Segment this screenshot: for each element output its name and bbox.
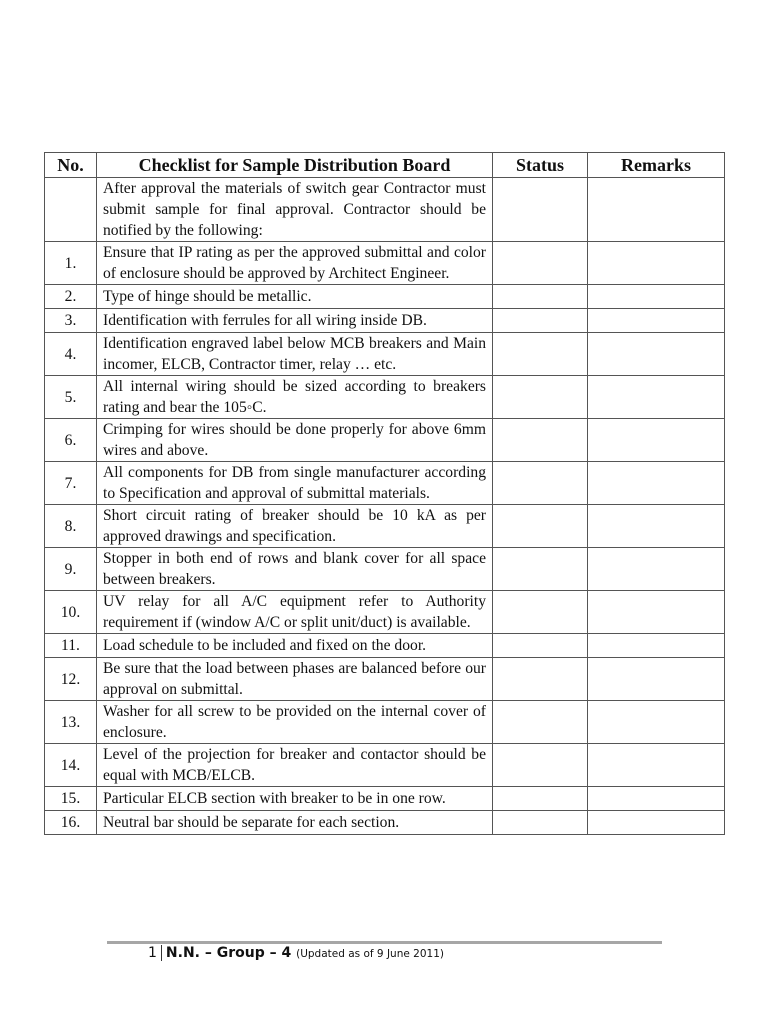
header-status: Status <box>493 153 588 178</box>
remarks-cell <box>588 744 725 787</box>
remarks-cell <box>588 591 725 634</box>
row-number: 12. <box>45 658 97 701</box>
page-number: 1 <box>148 945 162 961</box>
footer-rule <box>107 941 662 944</box>
footer-group <box>162 945 444 961</box>
checklist-item: Crimping for wires should be done properly for above 6mm wires and above. <box>97 419 493 462</box>
checklist-item: All components for DB from single manufacturer according to Specification and approval of submittal materials. <box>97 462 493 505</box>
table-row <box>45 591 725 634</box>
checklist-item: Short circuit rating of breaker should be 10 kA as per approved drawings and specification. <box>97 505 493 548</box>
table-row <box>45 462 725 505</box>
checklist-item: Be sure that the load between phases are balanced before our approval on submittal. <box>97 658 493 701</box>
status-cell <box>493 548 588 591</box>
status-cell <box>493 505 588 548</box>
remarks-cell <box>588 787 725 811</box>
row-number: 14. <box>45 744 97 787</box>
remarks-cell <box>588 333 725 376</box>
row-number: 5. <box>45 376 97 419</box>
remarks-cell <box>588 548 725 591</box>
row-number: 15. <box>45 787 97 811</box>
checklist-item: Particular ELCB section with breaker to be in one row. <box>97 787 493 811</box>
checklist-item: UV relay for all A/C equipment refer to Authority requirement if (window A/C or split unit/duct) is available. <box>97 591 493 634</box>
row-number: 2. <box>45 285 97 309</box>
row-number <box>45 178 97 242</box>
table-row <box>45 548 725 591</box>
status-cell <box>493 419 588 462</box>
remarks-cell <box>588 178 725 242</box>
status-cell <box>493 309 588 333</box>
row-number: 16. <box>45 811 97 835</box>
checklist-item: Washer for all screw to be provided on the internal cover of enclosure. <box>97 701 493 744</box>
status-cell <box>493 744 588 787</box>
checklist-item: Identification engraved label below MCB breakers and Main incomer, ELCB, Contractor timer, relay … etc. <box>97 333 493 376</box>
table-row <box>45 811 725 835</box>
header-remarks: Remarks <box>588 153 725 178</box>
remarks-cell <box>588 462 725 505</box>
remarks-cell <box>588 658 725 701</box>
table-row <box>45 658 725 701</box>
checklist-item: Level of the projection for breaker and contactor should be equal with MCB/ELCB. <box>97 744 493 787</box>
row-number: 6. <box>45 419 97 462</box>
status-cell <box>493 701 588 744</box>
table-row <box>45 178 725 242</box>
header-no: No. <box>45 153 97 178</box>
row-number: 11. <box>45 634 97 658</box>
status-cell <box>493 462 588 505</box>
table-row <box>45 505 725 548</box>
status-cell <box>493 376 588 419</box>
table-row <box>45 376 725 419</box>
row-number: 3. <box>45 309 97 333</box>
status-cell <box>493 787 588 811</box>
remarks-cell <box>588 376 725 419</box>
table-row <box>45 242 725 285</box>
checklist-item: Type of hinge should be metallic. <box>97 285 493 309</box>
status-cell <box>493 333 588 376</box>
table-row <box>45 309 725 333</box>
table-row <box>45 333 725 376</box>
remarks-cell <box>588 701 725 744</box>
remarks-cell <box>588 811 725 835</box>
group-label: N.N. – Group – 4 <box>165 945 292 961</box>
row-number: 10. <box>45 591 97 634</box>
row-number: 8. <box>45 505 97 548</box>
row-number: 9. <box>45 548 97 591</box>
status-cell <box>493 634 588 658</box>
checklist-item: Ensure that IP rating as per the approved submittal and color of enclosure should be approved by Architect Engineer. <box>97 242 493 285</box>
status-cell <box>493 811 588 835</box>
remarks-cell <box>588 505 725 548</box>
updated-note: (Updated as of 9 June 2011) <box>296 948 444 960</box>
checklist-item: Neutral bar should be separate for each section. <box>97 811 493 835</box>
checklist-item: Identification with ferrules for all wiring inside DB. <box>97 309 493 333</box>
header-checklist: Checklist for Sample Distribution Board <box>97 153 493 178</box>
table-row <box>45 285 725 309</box>
row-number: 13. <box>45 701 97 744</box>
checklist-table <box>44 152 725 835</box>
status-cell <box>493 658 588 701</box>
remarks-cell <box>588 634 725 658</box>
status-cell <box>493 285 588 309</box>
table-row <box>45 701 725 744</box>
row-number: 4. <box>45 333 97 376</box>
status-cell <box>493 242 588 285</box>
remarks-cell <box>588 309 725 333</box>
checklist-item: Stopper in both end of rows and blank cover for all space between breakers. <box>97 548 493 591</box>
table-row <box>45 419 725 462</box>
remarks-cell <box>588 242 725 285</box>
status-cell <box>493 591 588 634</box>
row-number: 1. <box>45 242 97 285</box>
page-footer <box>148 945 444 961</box>
table-row <box>45 744 725 787</box>
row-number: 7. <box>45 462 97 505</box>
table-header-row <box>45 153 725 178</box>
remarks-cell <box>588 419 725 462</box>
table-row <box>45 787 725 811</box>
checklist-item: Load schedule to be included and fixed on the door. <box>97 634 493 658</box>
checklist-item: After approval the materials of switch gear Contractor must submit sample for final approval. Contractor should be notified by the following: <box>97 178 493 242</box>
checklist-item: All internal wiring should be sized according to breakers rating and bear the 105◦C. <box>97 376 493 419</box>
table-row <box>45 634 725 658</box>
status-cell <box>493 178 588 242</box>
remarks-cell <box>588 285 725 309</box>
